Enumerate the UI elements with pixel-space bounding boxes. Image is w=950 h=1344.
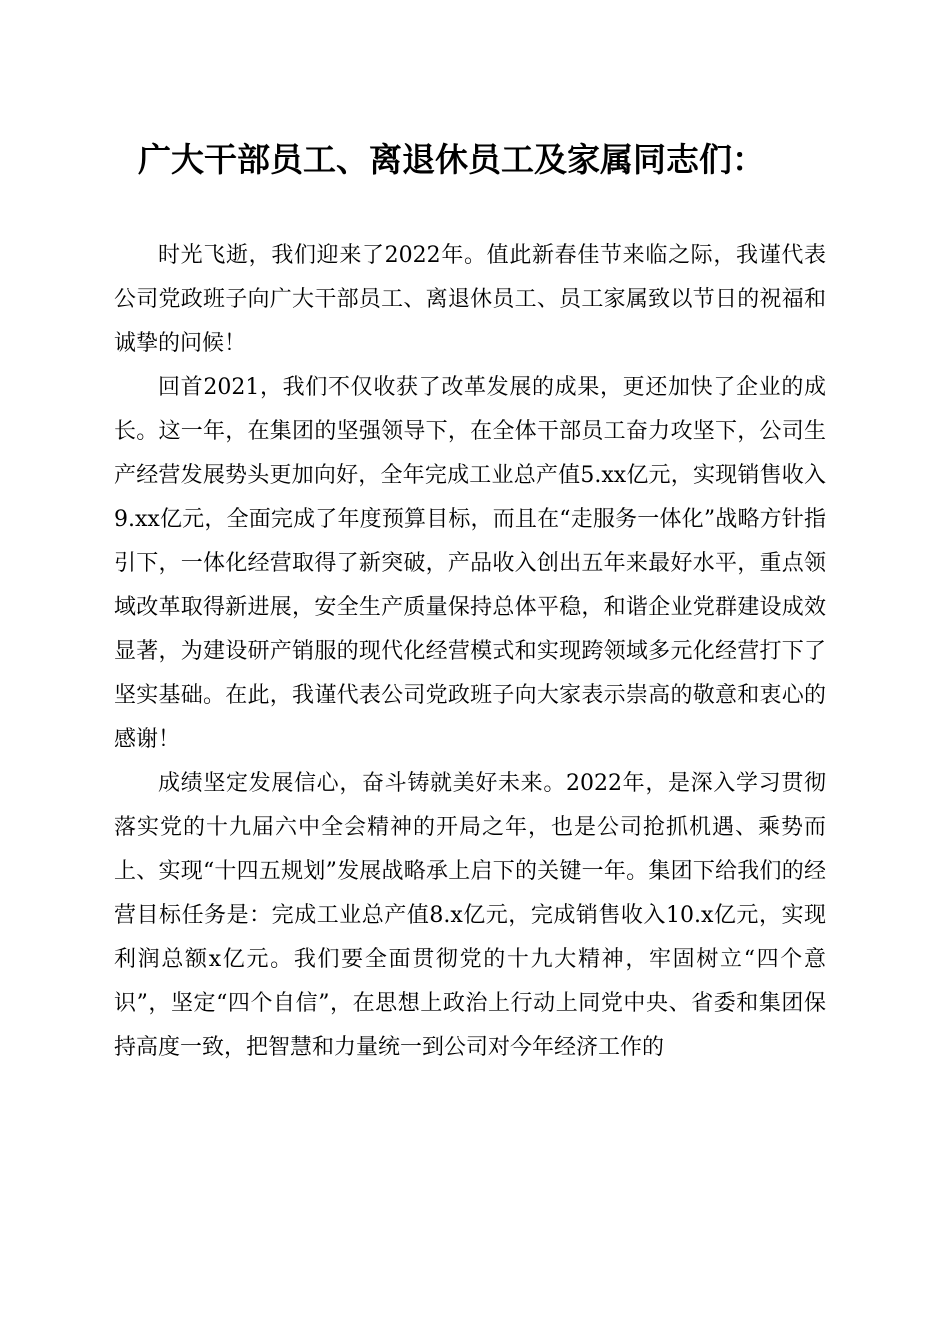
paragraph-review-2021: 回首2021，我们不仅收获了改革发展的成果，更还加快了企业的成长。这一年，在集团的坚强领导下，在全体干部员工奋力攻坚下，公司生产经营发展势头更加向好，全年完成工业总产值5.xx亿元，实现销售收入9.xx亿元，全面完成了年度预算目标，而且在“走服务一体化”战略方针指引下，一体化经营取得了新突破，产品收入创出五年来最好水平，重点领域改革取得新进展，安全生产质量保持总体平稳，和谐企业党群建设成效显著，为建设研产销服的现代化经营模式和实现跨领域多元化经营打下了坚实基础。在此，我谨代表公司党政班子向大家表示崇高的敬意和衷心的感谢！ [114,375,826,752]
paragraph-greeting: 时光飞逝，我们迎来了2022年。值此新春佳节来临之际，我谨代表公司党政班子向广大干部员工、离退休员工、员工家属致以节日的祝福和诚挚的问候！ [114,243,826,356]
letter-body [114,234,826,1070]
paragraph-goals-2022: 成绩坚定发展信心，奋斗铸就美好未来。2022年，是深入学习贯彻落实党的十九届六中全会精神的开局之年，也是公司抢抓机遇、乘势而上、实现“十四五规划”发展战略承上启下的关键一年。集团下给我们的经营目标任务是：完成工业总产值8.x亿元，完成销售收入10.x亿元，实现利润总额x亿元。我们要全面贯彻党的十九大精神，牢固树立“四个意识”，坚定“四个自信”，在思想上政治上行动上同党中央、省委和集团保持高度一致，把智慧和力量统一到公司对今年经济工作的 [114,771,826,1060]
salutation-heading: 广大干部员工、离退休员工及家属同志们： [138,140,765,179]
